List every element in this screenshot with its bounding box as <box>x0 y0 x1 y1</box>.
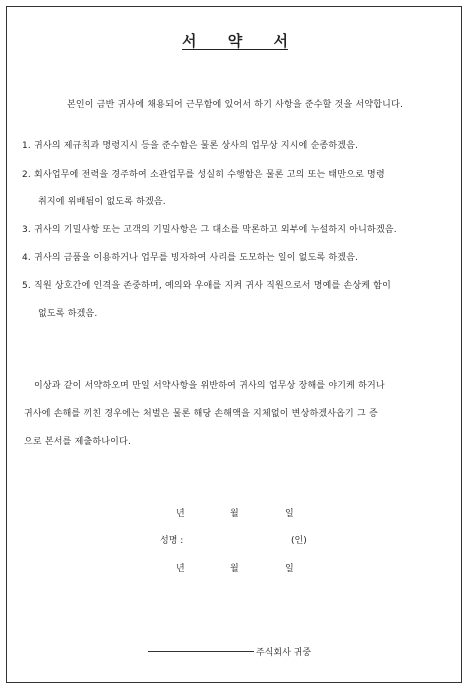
clause-5-line-2: 없도록 하겠음. <box>38 309 98 319</box>
date-day-label: 일 <box>285 509 294 519</box>
date-month-label-2: 월 <box>230 564 239 574</box>
name-label: 성명 : <box>160 536 184 546</box>
document-title <box>0 30 470 51</box>
closing-line-3: 으로 본서를 제출하나이다. <box>24 437 132 447</box>
date-year-label: 년 <box>176 509 185 519</box>
clause-5-line-1: 5. 직원 상호간에 인격을 존중하며, 예의와 우애를 지켜 귀사 직원으로서 명예를 손상케 함이 <box>22 281 391 291</box>
intro-paragraph: 본인이 금반 귀사에 채용되어 근무함에 있어서 하기 사항을 준수할 것을 서약합니다. <box>66 100 404 110</box>
clause-2-line-2: 취지에 위배됨이 없도록 하겠음. <box>38 197 166 207</box>
clause-1-line-1: 1. 귀사의 제규칙과 명령지시 등을 준수함은 물론 상사의 업무상 지시에 순종하겠음. <box>22 141 359 151</box>
clause-4-line-1: 4. 귀사의 금품을 이용하거나 업무를 빙자하여 사리를 도모하는 일이 없도록 하겠음. <box>22 253 359 263</box>
closing-line-2: 귀사에 손해를 끼친 경우에는 처벌은 물론 해당 손해액을 지체없이 변상하겠사옵기 그 증 <box>24 409 378 419</box>
clause-3-line-1: 3. 귀사의 기밀사항 또는 고객의 기밀사항은 그 대소를 막론하고 외부에 누설하지 아니하겠음. <box>22 225 397 235</box>
date-day-label-2: 일 <box>285 564 294 574</box>
company-name-blank-line <box>148 651 254 652</box>
clause-2-line-1: 2. 회사업무에 전력을 경주하여 소관업무를 성실히 수행함은 물론 고의 또는 태만으로 명령 <box>22 170 385 180</box>
closing-line-1: 이상과 같이 서약하오며 만일 서약사항을 위반하여 귀사의 업무상 장해를 야기케 하거나 <box>34 381 385 391</box>
date-year-label-2: 년 <box>176 564 185 574</box>
date-month-label: 월 <box>230 509 239 519</box>
recipient-label: 주식회사 귀중 <box>256 648 312 658</box>
document-title-text: 서 약 서 <box>182 32 288 50</box>
seal-label: (인) <box>291 536 307 546</box>
